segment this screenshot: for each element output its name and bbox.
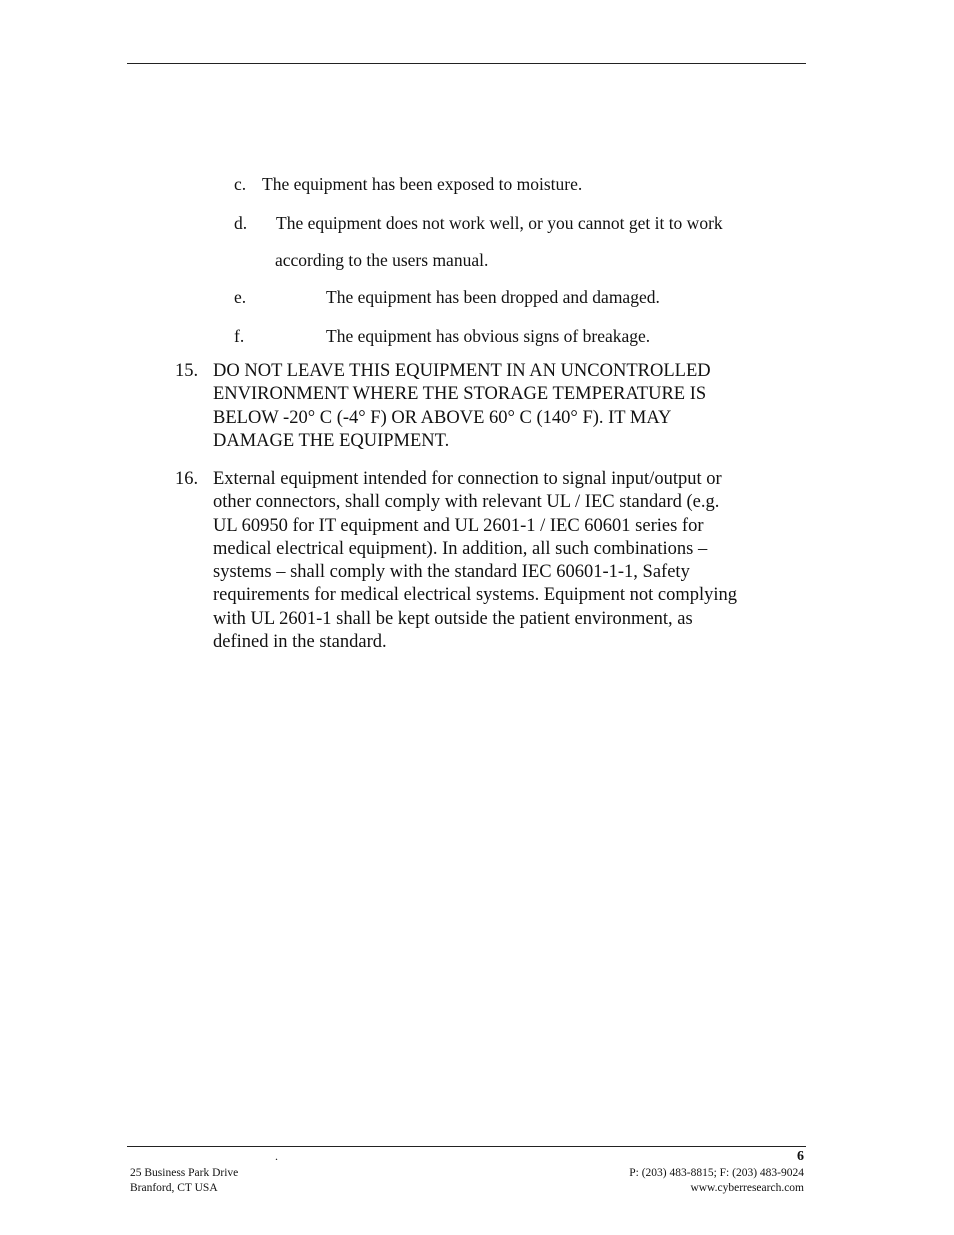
- item-number: 16.: [175, 469, 199, 489]
- page-number: 6: [797, 1149, 804, 1164]
- list-item-text: The equipment has been dropped and damaged.: [326, 287, 660, 307]
- list-item-letter: e.: [234, 287, 247, 307]
- footer-rule: [127, 1146, 806, 1147]
- list-item-text: The equipment has obvious signs of breakage.: [326, 326, 651, 346]
- list-item-letter: d.: [234, 213, 248, 233]
- footer-phone: P: (203) 483-8815; F: (203) 483-9024: [629, 1167, 804, 1179]
- list-item-letter: c.: [234, 174, 247, 194]
- list-item-text-continued: according to the users manual.: [275, 250, 489, 270]
- footer-address-line2: Branford, CT USA: [130, 1182, 218, 1194]
- list-item-text: The equipment does not work well, or you cannot get it to work: [276, 213, 723, 233]
- header-rule: [127, 63, 806, 64]
- numbered-item-15: [175, 360, 795, 455]
- footer-website: www.cyberresearch.com: [690, 1182, 804, 1194]
- item-text: External equipment intended for connection to signal input/output or other connectors, shall comply with relevant UL / IEC standard (e.g. UL 60950 for IT equipment and UL 2601-1 / IEC 60601 series for medical electrical equipment). In addition, all such combinations – systems – shall comply with the standard IEC 60601-1-1, Safety requirements for medical electrical systems. Equipment not complying with UL 2601-1 shall be kept outside the patient environment, as defined in the standard.: [213, 469, 738, 653]
- numbered-item-16: [175, 468, 795, 658]
- item-number: 15.: [175, 361, 199, 381]
- footer-dot: .: [275, 1149, 278, 1163]
- list-item-letter: f.: [234, 326, 245, 346]
- list-item-text: The equipment has been exposed to moisture.: [262, 174, 583, 194]
- footer-address-line1: 25 Business Park Drive: [130, 1167, 239, 1179]
- item-text: DO NOT LEAVE THIS EQUIPMENT IN AN UNCONTROLLED ENVIRONMENT WHERE THE STORAGE TEMPERATURE IS BELOW -20° C (-4° F) OR ABOVE 60° C (140° F). IT MAY DAMAGE THE EQUIPMENT.: [213, 361, 711, 451]
